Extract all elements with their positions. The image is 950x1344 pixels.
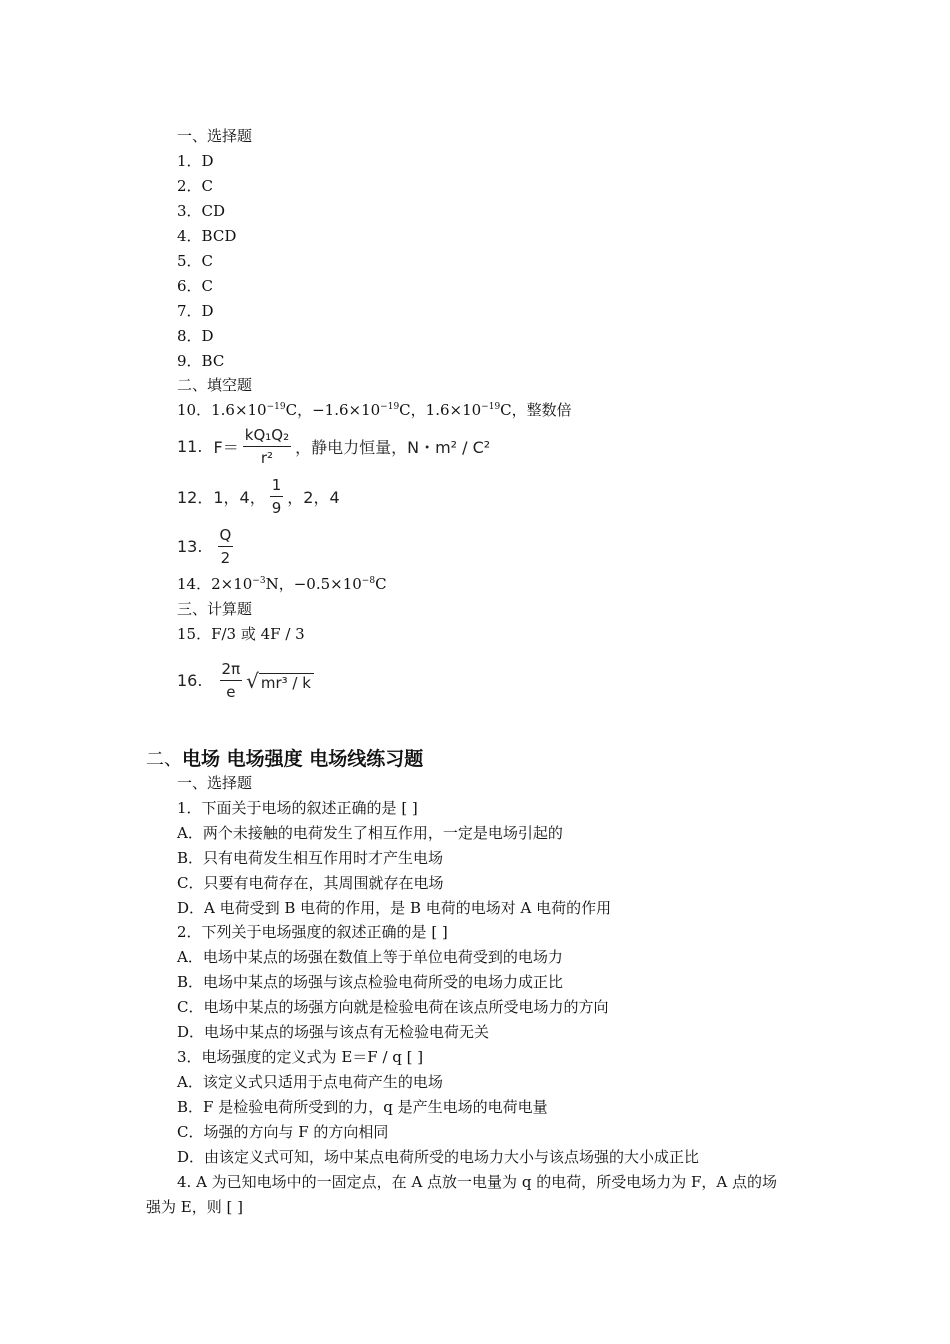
sqrt-symbol: √ mr³ / k	[246, 669, 314, 693]
question-line: A．两个未接触的电荷发生了相互作用，一定是电场引起的	[177, 824, 563, 842]
answer-item-13	[177, 526, 237, 567]
answer-item: 6．C	[177, 277, 214, 295]
exercise-subheading: 一、选择题	[177, 774, 253, 792]
item11-fraction	[243, 426, 291, 467]
item11-rest: ，静电力恒量，N・m² / C²	[295, 438, 491, 457]
question-4-line2: 强为 E，则 [ ]	[146, 1198, 243, 1216]
item10-exponent: −19	[481, 402, 501, 412]
question-line: C．只要有电荷存在，其周围就存在电场	[177, 874, 444, 892]
section-heading-fill: 二、填空题	[177, 376, 253, 394]
item13-fraction	[218, 526, 234, 567]
item14-part: C	[375, 575, 387, 593]
item10-exponent: −19	[266, 402, 286, 412]
question-line: A．电场中某点的场强在数值上等于单位电荷受到的电场力	[177, 948, 563, 966]
item16-numerator: 2π	[220, 660, 243, 681]
answer-item: 3．CD	[177, 202, 226, 220]
item14-part: N，−0.5×10	[265, 575, 362, 593]
item16-radicand: mr³ / k	[259, 673, 314, 692]
exercise-heading-prefix: 二、	[146, 749, 182, 770]
question-line: B．只有电荷发生相互作用时才产生电场	[177, 849, 444, 867]
item14-part: 14．2×10	[177, 575, 253, 593]
item12-fraction	[270, 476, 284, 517]
item12-number: 12．1，4，	[177, 488, 266, 507]
exercise-heading	[146, 744, 423, 771]
item10-part: C，1.6×10	[399, 401, 482, 419]
item16-fraction	[220, 660, 243, 701]
answer-item: 4．BCD	[177, 227, 237, 245]
item10-part: 10．1.6×10	[177, 401, 267, 419]
answer-item-16	[177, 660, 314, 701]
item10-part: C，−1.6×10	[285, 401, 381, 419]
answer-item: 1．D	[177, 152, 214, 170]
item12-numerator: 1	[270, 476, 284, 497]
item11-denominator: r²	[260, 449, 274, 467]
item11-lhs: F＝	[213, 438, 239, 457]
item10-part: C，整数倍	[500, 401, 572, 419]
item13-numerator: Q	[218, 526, 234, 547]
question-line: 1．下面关于电场的叙述正确的是 [ ]	[177, 799, 418, 817]
answer-item: 5．C	[177, 252, 214, 270]
item14-exponent: −3	[252, 576, 266, 586]
item10-exponent: −19	[380, 402, 400, 412]
answer-item-12	[177, 476, 340, 517]
item12-denominator: 9	[271, 499, 282, 517]
section-heading-calc: 三、计算题	[177, 600, 253, 618]
question-line: C．电场中某点的场强方向就是检验电荷在该点所受电场力的方向	[177, 998, 609, 1016]
answer-item-10	[177, 398, 572, 423]
item16-denominator: e	[226, 683, 236, 701]
answer-item-11	[177, 426, 490, 467]
question-line: B．电场中某点的场强与该点检验电荷所受的电场力成正比	[177, 973, 564, 991]
exercise-heading-title: 电场 电场强度 电场线练习题	[182, 748, 424, 770]
question-line: 3．电场强度的定义式为 E＝F / q [ ]	[177, 1048, 424, 1066]
answer-item: 2．C	[177, 177, 214, 195]
answer-item: 9．BC	[177, 352, 225, 370]
item16-number: 16.	[177, 671, 203, 690]
item13-number: 13.	[177, 537, 203, 556]
question-line: B．F 是检验电荷所受到的力，q 是产生电场的电荷电量	[177, 1098, 548, 1116]
question-line: D．A 电荷受到 B 电荷的作用，是 B 电荷的电场对 A 电荷的作用	[177, 899, 612, 917]
item14-exponent: −8	[361, 576, 376, 586]
answer-item-14	[177, 572, 387, 597]
item11-number: 11.	[177, 437, 203, 456]
question-line: C．场强的方向与 F 的方向相同	[177, 1123, 389, 1141]
question-line: 2．下列关于电场强度的叙述正确的是 [ ]	[177, 923, 448, 941]
section-heading-choice: 一、选择题	[177, 127, 253, 145]
question-4-line1: 4. A 为已知电场中的一固定点，在 A 点放一电量为 q 的电荷，所受电场力为 F，A 点的场	[177, 1173, 777, 1191]
question-line: A．该定义式只适用于点电荷产生的电场	[177, 1073, 443, 1091]
item11-numerator: kQ₁Q₂	[243, 426, 291, 447]
answer-item: 7．D	[177, 302, 214, 320]
answer-item-15: 15．F/3 或 4F / 3	[177, 625, 305, 643]
answer-item: 8．D	[177, 327, 214, 345]
question-line: D．电场中某点的场强与该点有无检验电荷无关	[177, 1023, 490, 1041]
item12-rest: ，2，4	[287, 488, 340, 507]
item13-denominator: 2	[220, 549, 231, 567]
question-line: D．由该定义式可知，场中某点电荷所受的电场力大小与该点场强的大小成正比	[177, 1148, 700, 1166]
